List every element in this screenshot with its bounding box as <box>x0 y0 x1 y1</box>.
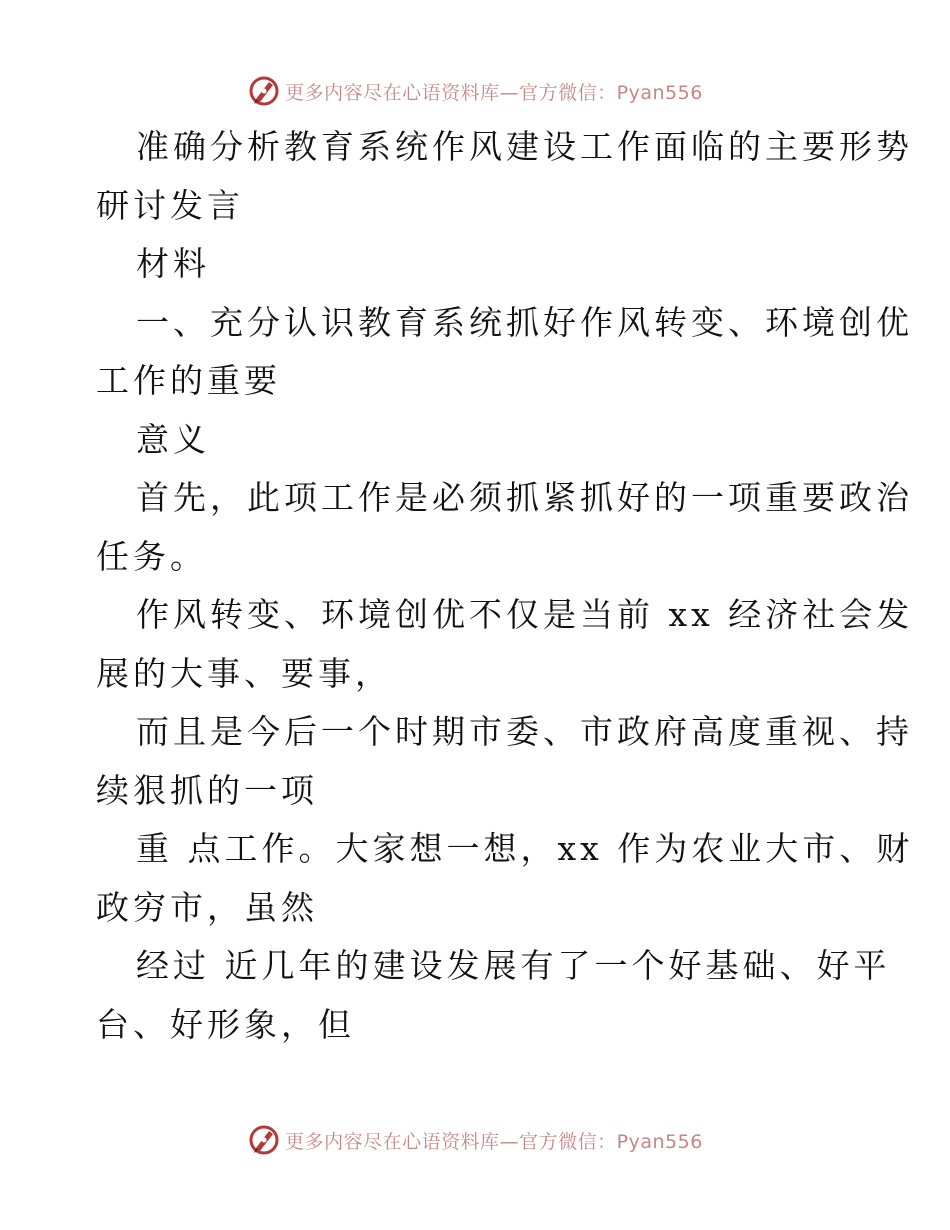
banner-main-text: 更多内容尽在心语资料库 <box>285 81 500 104</box>
footer-watermark-banner <box>0 1120 950 1160</box>
banner-sub-text: —官方微信：Pyan556 <box>499 81 703 104</box>
paragraph-line: 首先，此项工作是必须抓紧抓好的一项重要政治 <box>136 478 913 517</box>
section-heading-line-3: 意义 <box>136 419 210 459</box>
document-body <box>96 118 914 1054</box>
paragraph-line: 而且是今后一个时期市委、市政府高度重视、持 <box>136 712 913 751</box>
paragraph-line: 续狠抓的一项 <box>96 770 318 810</box>
pen-circle-logo-icon <box>247 74 281 108</box>
paragraph-line: 政穷市，虽然 <box>96 887 318 927</box>
paragraph-line: 经过 近几年的建设发展有了一个好基础、好平 <box>136 946 891 985</box>
title-line-2: 研讨发言 <box>96 185 244 225</box>
section-heading-line-1: 一、充分认识教育系统抓好作风转变、环境创优 <box>136 302 913 342</box>
paragraph-line: 作风转变、环境创优不仅是当前 xx 经济社会发 <box>136 595 914 634</box>
paragraph-line: 展的大事、要事， <box>96 653 392 693</box>
title-line-3: 材料 <box>136 244 210 283</box>
header-watermark-banner <box>0 71 950 111</box>
title-line-1: 准确分析教育系统作风建设工作面临的主要形势 <box>136 127 913 166</box>
paragraph-line: 台、好形象，但 <box>96 1004 355 1044</box>
banner-main-text: 更多内容尽在心语资料库 <box>285 1130 500 1153</box>
paragraph-line: 重 点工作。大家想一想，xx 作为农业大市、财 <box>136 829 914 868</box>
paragraph-line: 任务。 <box>96 536 207 576</box>
section-heading-line-2: 工作的重要 <box>96 361 281 400</box>
banner-sub-text: —官方微信：Pyan556 <box>499 1130 703 1153</box>
pen-circle-logo-icon <box>247 1123 281 1157</box>
